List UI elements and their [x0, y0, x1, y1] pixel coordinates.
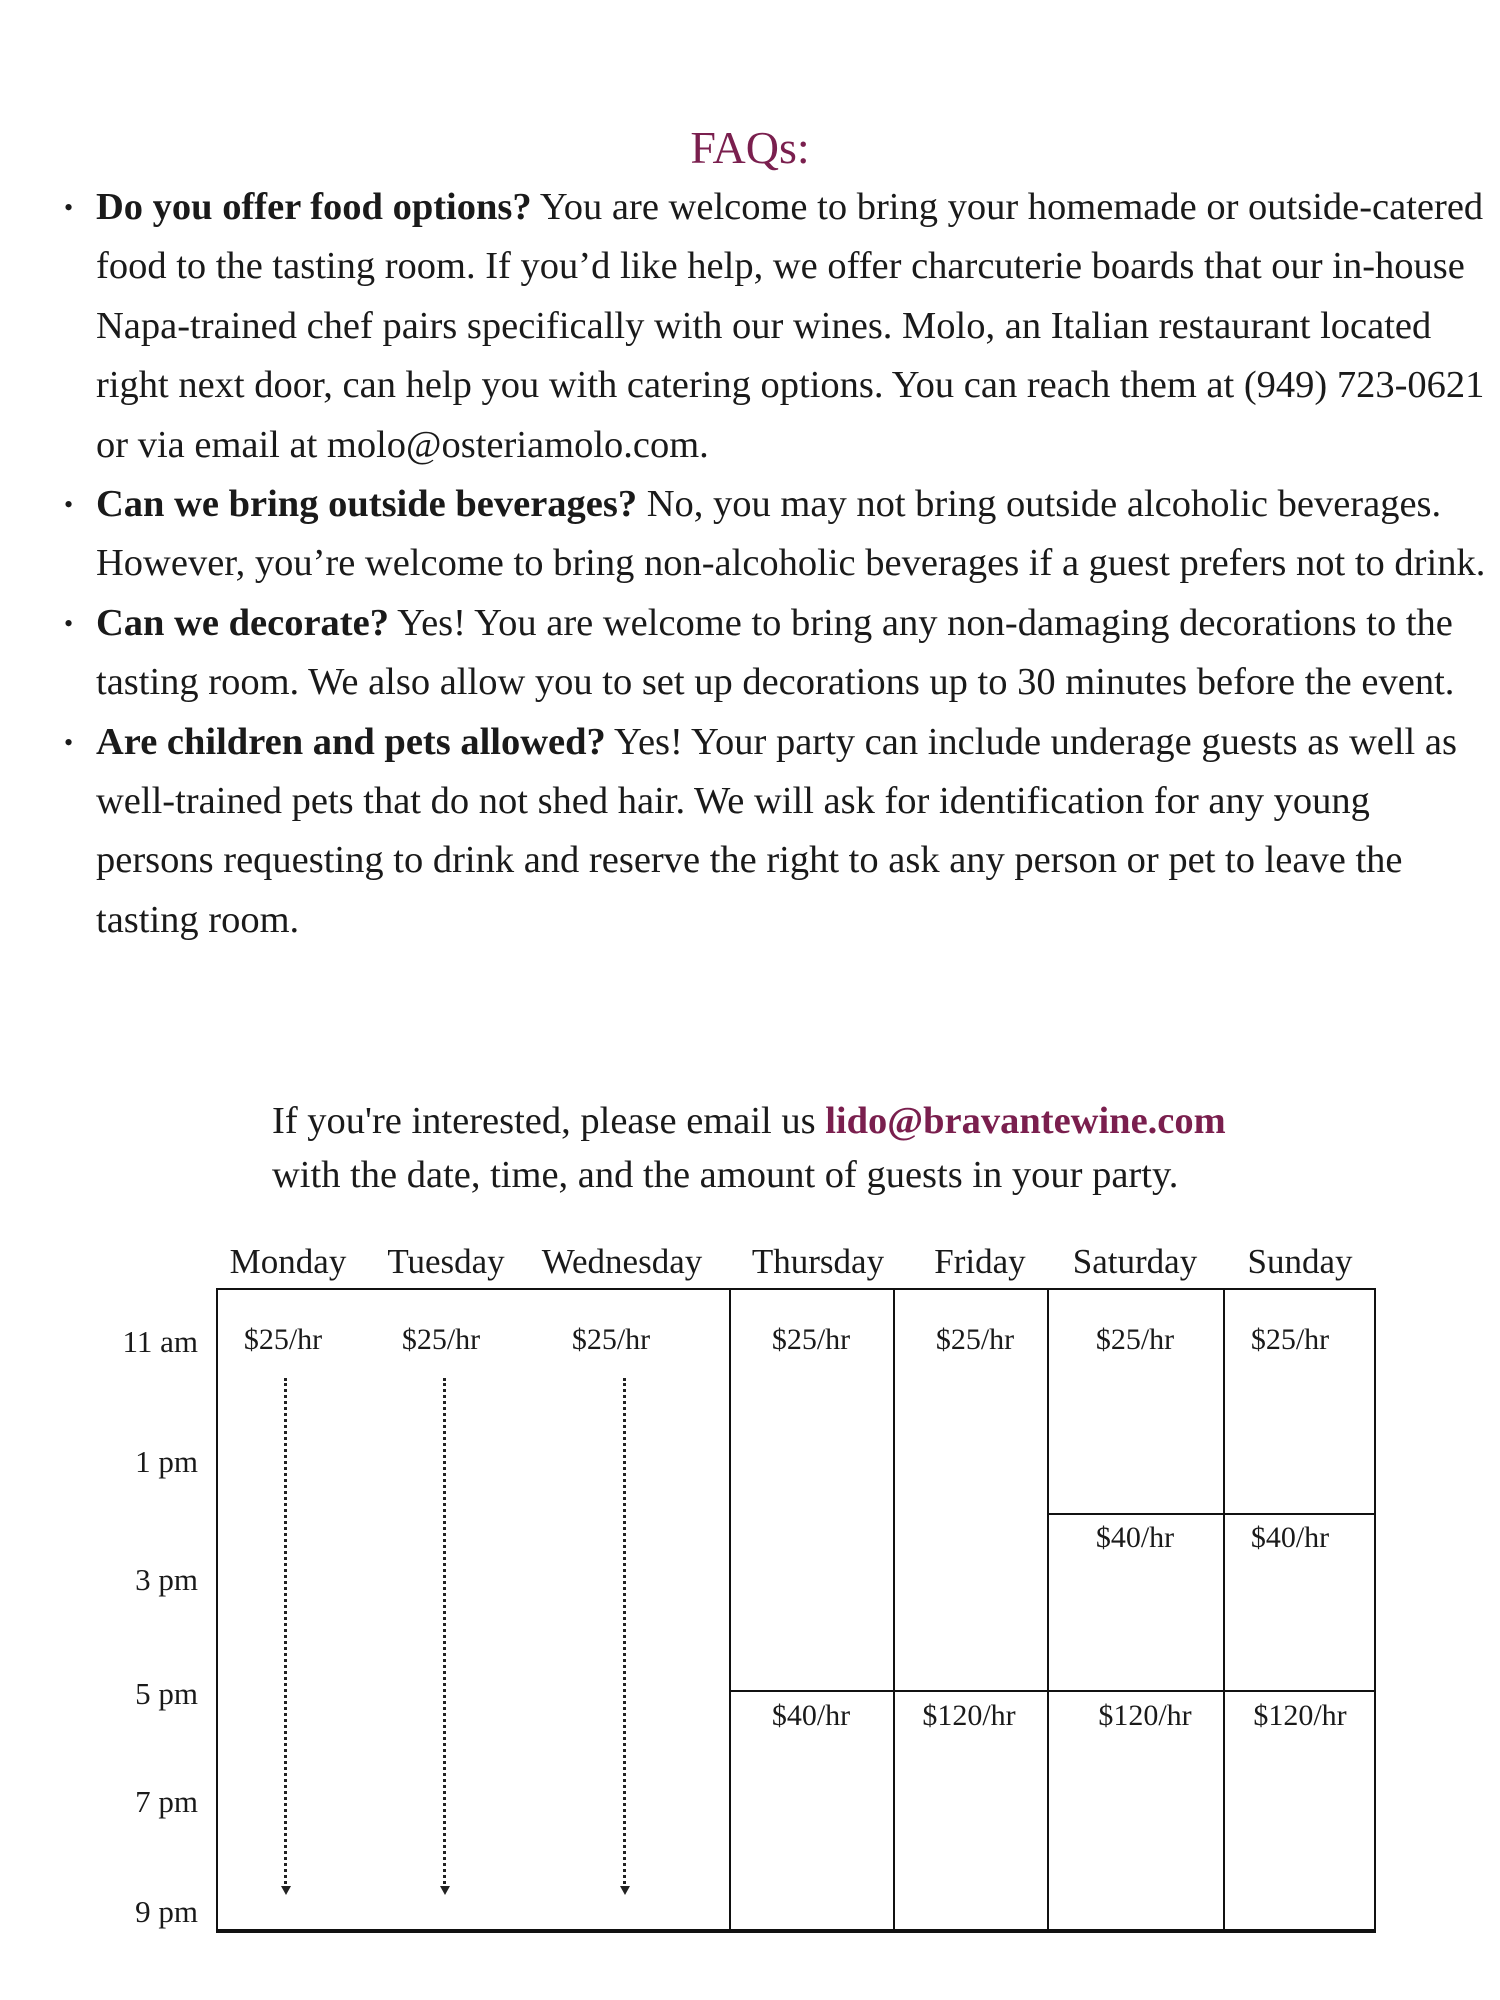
- rate-thursday-11am: $25/hr: [771, 1323, 851, 1356]
- day-label-thursday: Thursday: [751, 1242, 885, 1281]
- bullet-icon: •: [64, 727, 74, 757]
- rate-friday-5pm: $120/hr: [922, 1699, 1016, 1732]
- day-label-saturday: Saturday: [1072, 1242, 1198, 1281]
- grid-divider: [1047, 1513, 1374, 1515]
- arrow-down-icon: [440, 1886, 450, 1895]
- faq-answer: Yes! You are welcome to bring any non-damaging decorations to the tasting room. We also allow you to set up decorations up to 30 minutes before the event.: [96, 601, 1455, 704]
- grid-divider: [1223, 1288, 1225, 1931]
- time-label-9pm: 9 pm: [135, 1894, 198, 1929]
- day-label-tuesday: Tuesday: [387, 1242, 505, 1281]
- time-label-1pm: 1 pm: [135, 1444, 198, 1479]
- duration-arrow-monday: [284, 1378, 287, 1890]
- grid-divider: [729, 1690, 1374, 1692]
- grid-divider: [893, 1288, 895, 1931]
- faq-item-food: [64, 178, 1496, 475]
- faq-question: Are children and pets allowed?: [96, 720, 606, 763]
- day-label-sunday: Sunday: [1247, 1242, 1353, 1281]
- time-label-7pm: 7 pm: [135, 1784, 198, 1819]
- bullet-icon: •: [64, 193, 74, 222]
- grid-divider: [729, 1288, 731, 1931]
- bullet-icon: •: [64, 608, 74, 638]
- faq-answer: Yes! Your party can include underage guests as well as well-trained pets that do not shed hair. We will ask for identification for any young persons requesting to drink and reserve the right to ask any person or pet to leave the tasting room.: [96, 720, 1457, 941]
- rate-monday-11am: $25/hr: [243, 1323, 323, 1356]
- faq-item-decorate: [64, 594, 1496, 713]
- faq-answer: You are welcome to bring your homemade or outside-catered food to the tasting room. If you’d like help, we offer charcuterie boards that our in-house Napa-trained chef pairs specifically with our wines. Molo, an Italian restaurant located right next door, can help you with catering options. You can reach them at (949) 723-0621 or via email at molo@osteriamolo.com.: [96, 186, 1485, 466]
- rate-sunday-5pm: $120/hr: [1253, 1699, 1347, 1732]
- grid-divider: [1047, 1288, 1049, 1931]
- faq-item-beverages: [64, 475, 1496, 594]
- rate-friday-11am: $25/hr: [935, 1323, 1015, 1356]
- faq-question: Do you offer food options?: [96, 186, 532, 228]
- rate-thursday-5pm: $40/hr: [771, 1699, 851, 1732]
- rate-sunday-11am: $25/hr: [1250, 1323, 1330, 1356]
- contact-prefix: If you're interested, please email us: [272, 1100, 826, 1142]
- time-label-5pm: 5 pm: [135, 1676, 198, 1711]
- contact-callout: [272, 1094, 1372, 1202]
- faq-answer: No, you may not bring outside alcoholic beverages. However, you’re welcome to bring non-alcoholic beverages if a guest prefers not to drink.: [96, 483, 1486, 585]
- faq-item-children-pets: [64, 713, 1496, 951]
- rate-tuesday-11am: $25/hr: [401, 1323, 481, 1356]
- rate-sunday-2pm: $40/hr: [1250, 1521, 1330, 1554]
- day-label-monday: Monday: [229, 1242, 347, 1281]
- rate-schedule-grid: [216, 1288, 1376, 1933]
- bullet-icon: •: [64, 490, 74, 520]
- faq-list: [64, 178, 1496, 950]
- duration-arrow-tuesday: [443, 1378, 446, 1890]
- faq-question: Can we bring outside beverages?: [96, 483, 638, 526]
- rate-saturday-2pm: $40/hr: [1095, 1521, 1175, 1554]
- rate-wednesday-11am: $25/hr: [571, 1323, 651, 1356]
- rate-saturday-5pm: $120/hr: [1098, 1699, 1192, 1732]
- time-label-3pm: 3 pm: [135, 1562, 198, 1597]
- rate-saturday-11am: $25/hr: [1095, 1323, 1175, 1356]
- faq-question: Can we decorate?: [96, 601, 389, 644]
- page-title: FAQs:: [690, 122, 810, 173]
- arrow-down-icon: [620, 1886, 630, 1895]
- day-label-wednesday: Wednesday: [541, 1242, 703, 1281]
- contact-line-2: with the date, time, and the amount of guests in your party.: [272, 1154, 1179, 1196]
- day-label-friday: Friday: [934, 1242, 1026, 1281]
- time-label-11am: 11 am: [122, 1324, 198, 1359]
- arrow-down-icon: [281, 1886, 291, 1895]
- contact-email-link[interactable]: lido@bravantewine.com: [825, 1100, 1226, 1142]
- duration-arrow-wednesday: [623, 1378, 626, 1890]
